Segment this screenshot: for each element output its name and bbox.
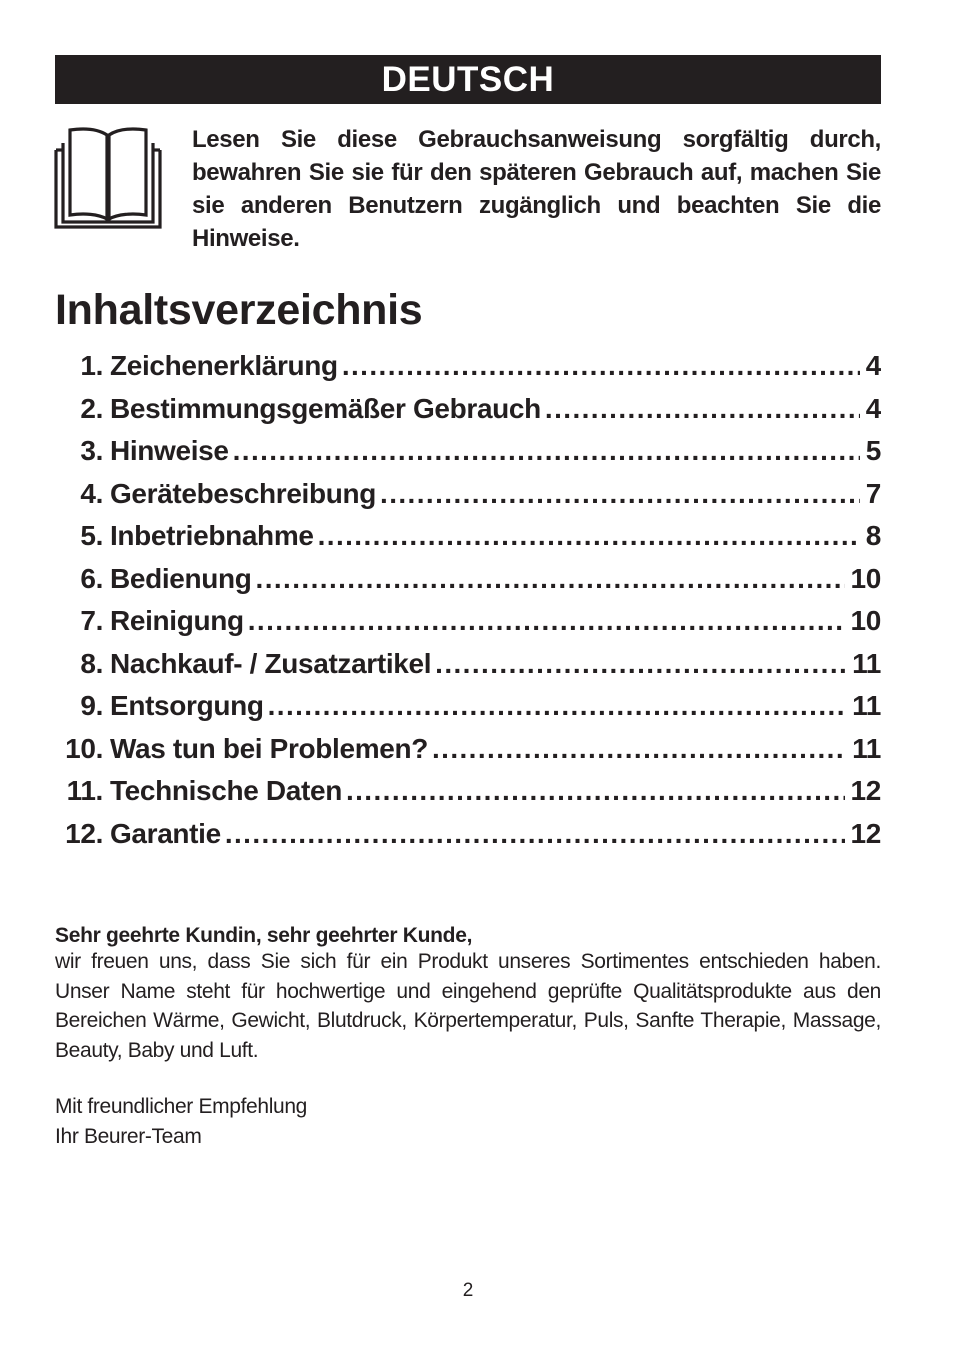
toc-entry-label: Entsorgung <box>110 690 264 722</box>
toc-entry-page: 11 <box>852 690 881 722</box>
toc-entry-page: 7 <box>865 477 881 509</box>
toc-leader-dots <box>545 393 860 425</box>
toc-entry-label: Gerätebeschreibung <box>110 477 377 509</box>
toc-leader-dots <box>432 733 846 765</box>
toc-entry-number: 9. <box>80 690 103 722</box>
toc-leader-dots <box>318 520 860 552</box>
toc-entry-page: 11 <box>852 647 881 679</box>
toc-entry[interactable] <box>55 600 881 643</box>
toc-entry-page: 11 <box>852 732 881 764</box>
toc-entry-label: Nachkauf- / Zusatzartikel <box>110 647 432 679</box>
toc-entry-page: 4 <box>865 350 881 382</box>
letter-body: wir freuen uns, dass Sie sich für ein Produkt unseres Sortimentes entschieden haben. Unser Name steht für hochwertige und eingehend geprüfte Qualitätsprodukte aus den Bereichen Wärme, Gewicht, Blutdruck, Körpertemperatur, Puls, Sanfte Therapie, Massage, Beauty, Baby und Luft. <box>55 950 881 1062</box>
toc-leader-dots <box>256 563 845 595</box>
toc-entry-page: 4 <box>865 392 881 424</box>
intro-notice: Lesen Sie diese Gebrauchsanweisung sorgfältig durch, bewahren Sie sie für den späteren Gebrauch auf, machen Sie sie anderen Benutzern zugänglich und beachten Sie die Hinweise. <box>192 126 881 252</box>
toc-entry[interactable] <box>55 345 881 388</box>
toc-leader-dots <box>225 818 845 850</box>
toc-entry-number: 2. <box>80 392 103 424</box>
toc-entry[interactable] <box>55 685 881 728</box>
toc-entry-label: Inbetriebnahme <box>110 520 314 552</box>
toc-entry-number: 11. <box>66 775 103 807</box>
toc-entry-label: Reinigung <box>110 605 244 637</box>
toc-entry-label: Hinweise <box>110 435 229 467</box>
toc-entry-page: 10 <box>850 605 881 637</box>
toc-entry[interactable] <box>55 515 881 558</box>
toc-entry-label: Was tun bei Problemen? <box>110 732 428 764</box>
toc-entry-number: 8. <box>80 647 103 679</box>
toc-leader-dots <box>342 350 860 382</box>
toc-entry-label: Garantie <box>110 817 221 849</box>
toc-entry[interactable] <box>55 388 881 431</box>
toc-entry[interactable] <box>55 473 881 516</box>
toc-entry[interactable] <box>55 643 881 686</box>
toc-leader-dots <box>233 435 860 467</box>
open-book-icon <box>54 126 162 230</box>
toc-entry-number: 5. <box>80 520 103 552</box>
toc-leader-dots <box>380 478 860 510</box>
toc-entry-label: Bestimmungsgemäßer Gebrauch <box>110 392 541 424</box>
toc-entry-page: 10 <box>850 562 881 594</box>
table-of-contents <box>55 345 881 855</box>
toc-entry-number: 10. <box>65 732 103 764</box>
language-header: DEUTSCH <box>55 55 881 104</box>
closing-line: Mit freundlicher Empfehlung <box>55 1095 308 1118</box>
toc-entry-label: Bedienung <box>110 562 252 594</box>
toc-entry-number: 3. <box>80 435 103 467</box>
toc-entry-number: 1. <box>80 350 103 382</box>
toc-entry-number: 12. <box>65 817 103 849</box>
toc-leader-dots <box>346 775 845 807</box>
toc-leader-dots <box>435 648 846 680</box>
toc-entry-page: 5 <box>865 435 881 467</box>
toc-entry-page: 8 <box>865 520 881 552</box>
toc-leader-dots <box>268 690 847 722</box>
toc-entry-number: 6. <box>80 562 103 594</box>
toc-leader-dots <box>248 605 845 637</box>
toc-title: Inhaltsverzeichnis <box>55 286 423 334</box>
toc-entry[interactable] <box>55 558 881 601</box>
toc-entry-label: Technische Daten <box>110 775 342 807</box>
toc-entry-page: 12 <box>850 775 881 807</box>
toc-entry[interactable] <box>55 430 881 473</box>
page-number: 2 <box>462 1280 474 1301</box>
toc-entry-page: 12 <box>850 817 881 849</box>
toc-entry-number: 4. <box>80 477 103 509</box>
closing-signature: Ihr Beurer-Team <box>55 1124 202 1148</box>
toc-entry[interactable] <box>55 770 881 813</box>
toc-entry-number: 7. <box>80 605 103 637</box>
letter-salutation: Sehr geehrte Kundin, sehr geehrter Kunde, <box>55 924 473 947</box>
toc-entry[interactable] <box>55 813 881 856</box>
toc-entry[interactable] <box>55 728 881 771</box>
toc-entry-label: Zeichenerklärung <box>110 350 338 382</box>
letter-closing <box>55 1092 307 1151</box>
